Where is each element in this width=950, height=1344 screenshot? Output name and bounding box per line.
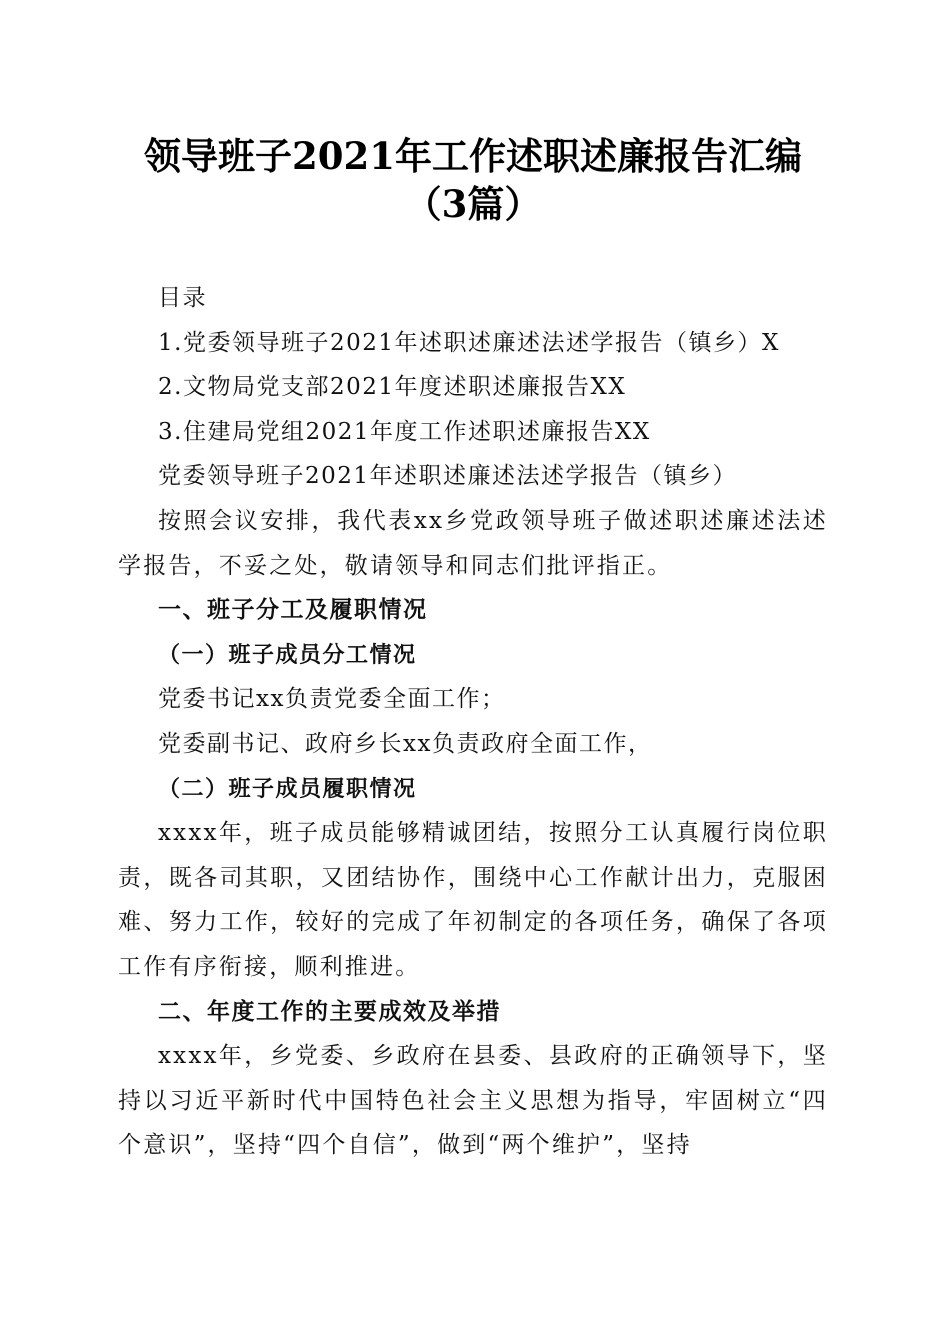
section-1-heading: 一、班子分工及履职情况 xyxy=(158,597,428,624)
document-title: 领导班子2021年工作述职述廉报告汇编（3篇） xyxy=(144,134,802,226)
achievements-paragraph: xxxx年，乡党委、乡政府在县委、县政府的正确领导下，坚持以习近平新时代中国特色社会主义思想为指导，牢固树立“四个意识”，坚持“四个自信”，做到“两个维护”，坚持 xyxy=(118,1043,828,1159)
toc-item: 1.党委领导班子2021年述职述廉述法述学报告（镇乡）X xyxy=(158,329,780,356)
section-1-sub-1-heading: （一）班子成员分工情况 xyxy=(158,641,417,668)
section-1-sub-2-heading: （二）班子成员履职情况 xyxy=(158,775,417,802)
document-body xyxy=(118,276,828,1168)
toc-item: 3.住建局党组2021年度工作述职述廉报告XX xyxy=(158,418,651,445)
toc-heading: 目录 xyxy=(158,285,207,311)
performance-paragraph: xxxx年，班子成员能够精诚团结，按照分工认真履行岗位职责，既各司其职，又团结协作，围绕中心工作献计出力，克服困难、努力工作，较好的完成了年初制定的各项任务，确保了各项工作有序衔接，顺利推进。 xyxy=(118,820,828,980)
report-title: 党委领导班子2021年述职述廉述法述学报告（镇乡） xyxy=(158,463,738,490)
intro-paragraph: 按照会议安排，我代表xx乡党政领导班子做述职述廉述法述学报告，不妥之处，敬请领导和同志们批评指正。 xyxy=(118,507,828,579)
duty-line: 党委副书记、政府乡长xx负责政府全面工作， xyxy=(158,730,653,757)
toc-item: 2.文物局党支部2021年度述职述廉报告XX xyxy=(158,374,627,401)
section-2-heading: 二、年度工作的主要成效及举措 xyxy=(158,998,501,1025)
duty-line: 党委书记xx负责党委全面工作； xyxy=(158,686,506,713)
